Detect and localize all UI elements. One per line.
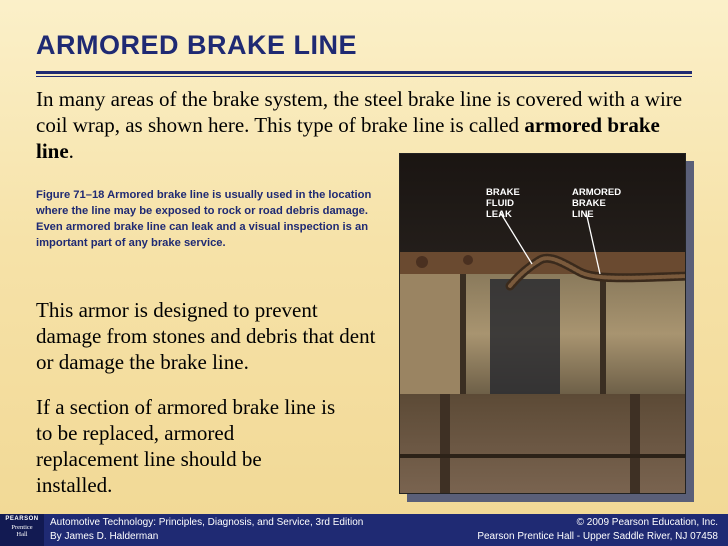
paragraph-replacement: If a section of armored brake line is to be replaced, armored replacement line should be installed.	[36, 395, 336, 497]
footer-copyright	[477, 516, 718, 544]
label-left-line-1: BRAKE	[486, 187, 520, 198]
armored-brake-line-photo	[399, 153, 686, 494]
photo-label-fluid-leak	[486, 187, 520, 220]
slide-title: ARMORED BRAKE LINE	[36, 30, 358, 60]
intro-end: .	[68, 139, 74, 163]
paragraph-armor-purpose: This armor is designed to prevent damage from stones and debris that dent or damage the brake line.	[36, 298, 376, 374]
intro-text: In many areas of the brake system, the steel brake line is covered with a wire coil wrap, as shown here. This type of brake line is called	[36, 87, 683, 137]
footer-book-info	[50, 516, 363, 544]
title-rule-thin	[36, 76, 692, 77]
footer-author: By James D. Halderman	[50, 531, 159, 542]
label-left-line-3: LEAK	[486, 209, 512, 220]
title-rule-thick	[36, 71, 692, 74]
label-right-line-1: ARMORED	[572, 187, 622, 198]
pearson-logo	[0, 514, 44, 546]
footer-book-title: Automotive Technology: Principles, Diagnosis, and Service, 3rd Edition	[50, 517, 364, 528]
label-right-line-2: BRAKE	[572, 198, 606, 209]
logo-prentice: Prentice	[11, 523, 33, 531]
photo-illustration	[400, 154, 686, 494]
slide-footer	[0, 514, 728, 546]
label-left-line-2: FLUID	[486, 198, 514, 209]
photo-label-armored-line	[572, 187, 621, 220]
footer-publisher-line: Pearson Prentice Hall - Upper Saddle River, NJ 07458	[477, 531, 718, 542]
logo-hall: Hall	[16, 531, 28, 538]
footer-copyright-line: © 2009 Pearson Education, Inc.	[576, 517, 718, 528]
figure-caption: Figure 71–18 Armored brake line is usually used in the location where the line may be exposed to rock or road debris damage. Even armored brake line can leak and a visual inspection is an important part of any brake service.	[36, 189, 372, 249]
label-right-line-3: LINE	[572, 209, 594, 220]
intro-bold-term: armored brake line	[36, 113, 660, 163]
logo-pearson: PEARSON	[5, 516, 39, 522]
